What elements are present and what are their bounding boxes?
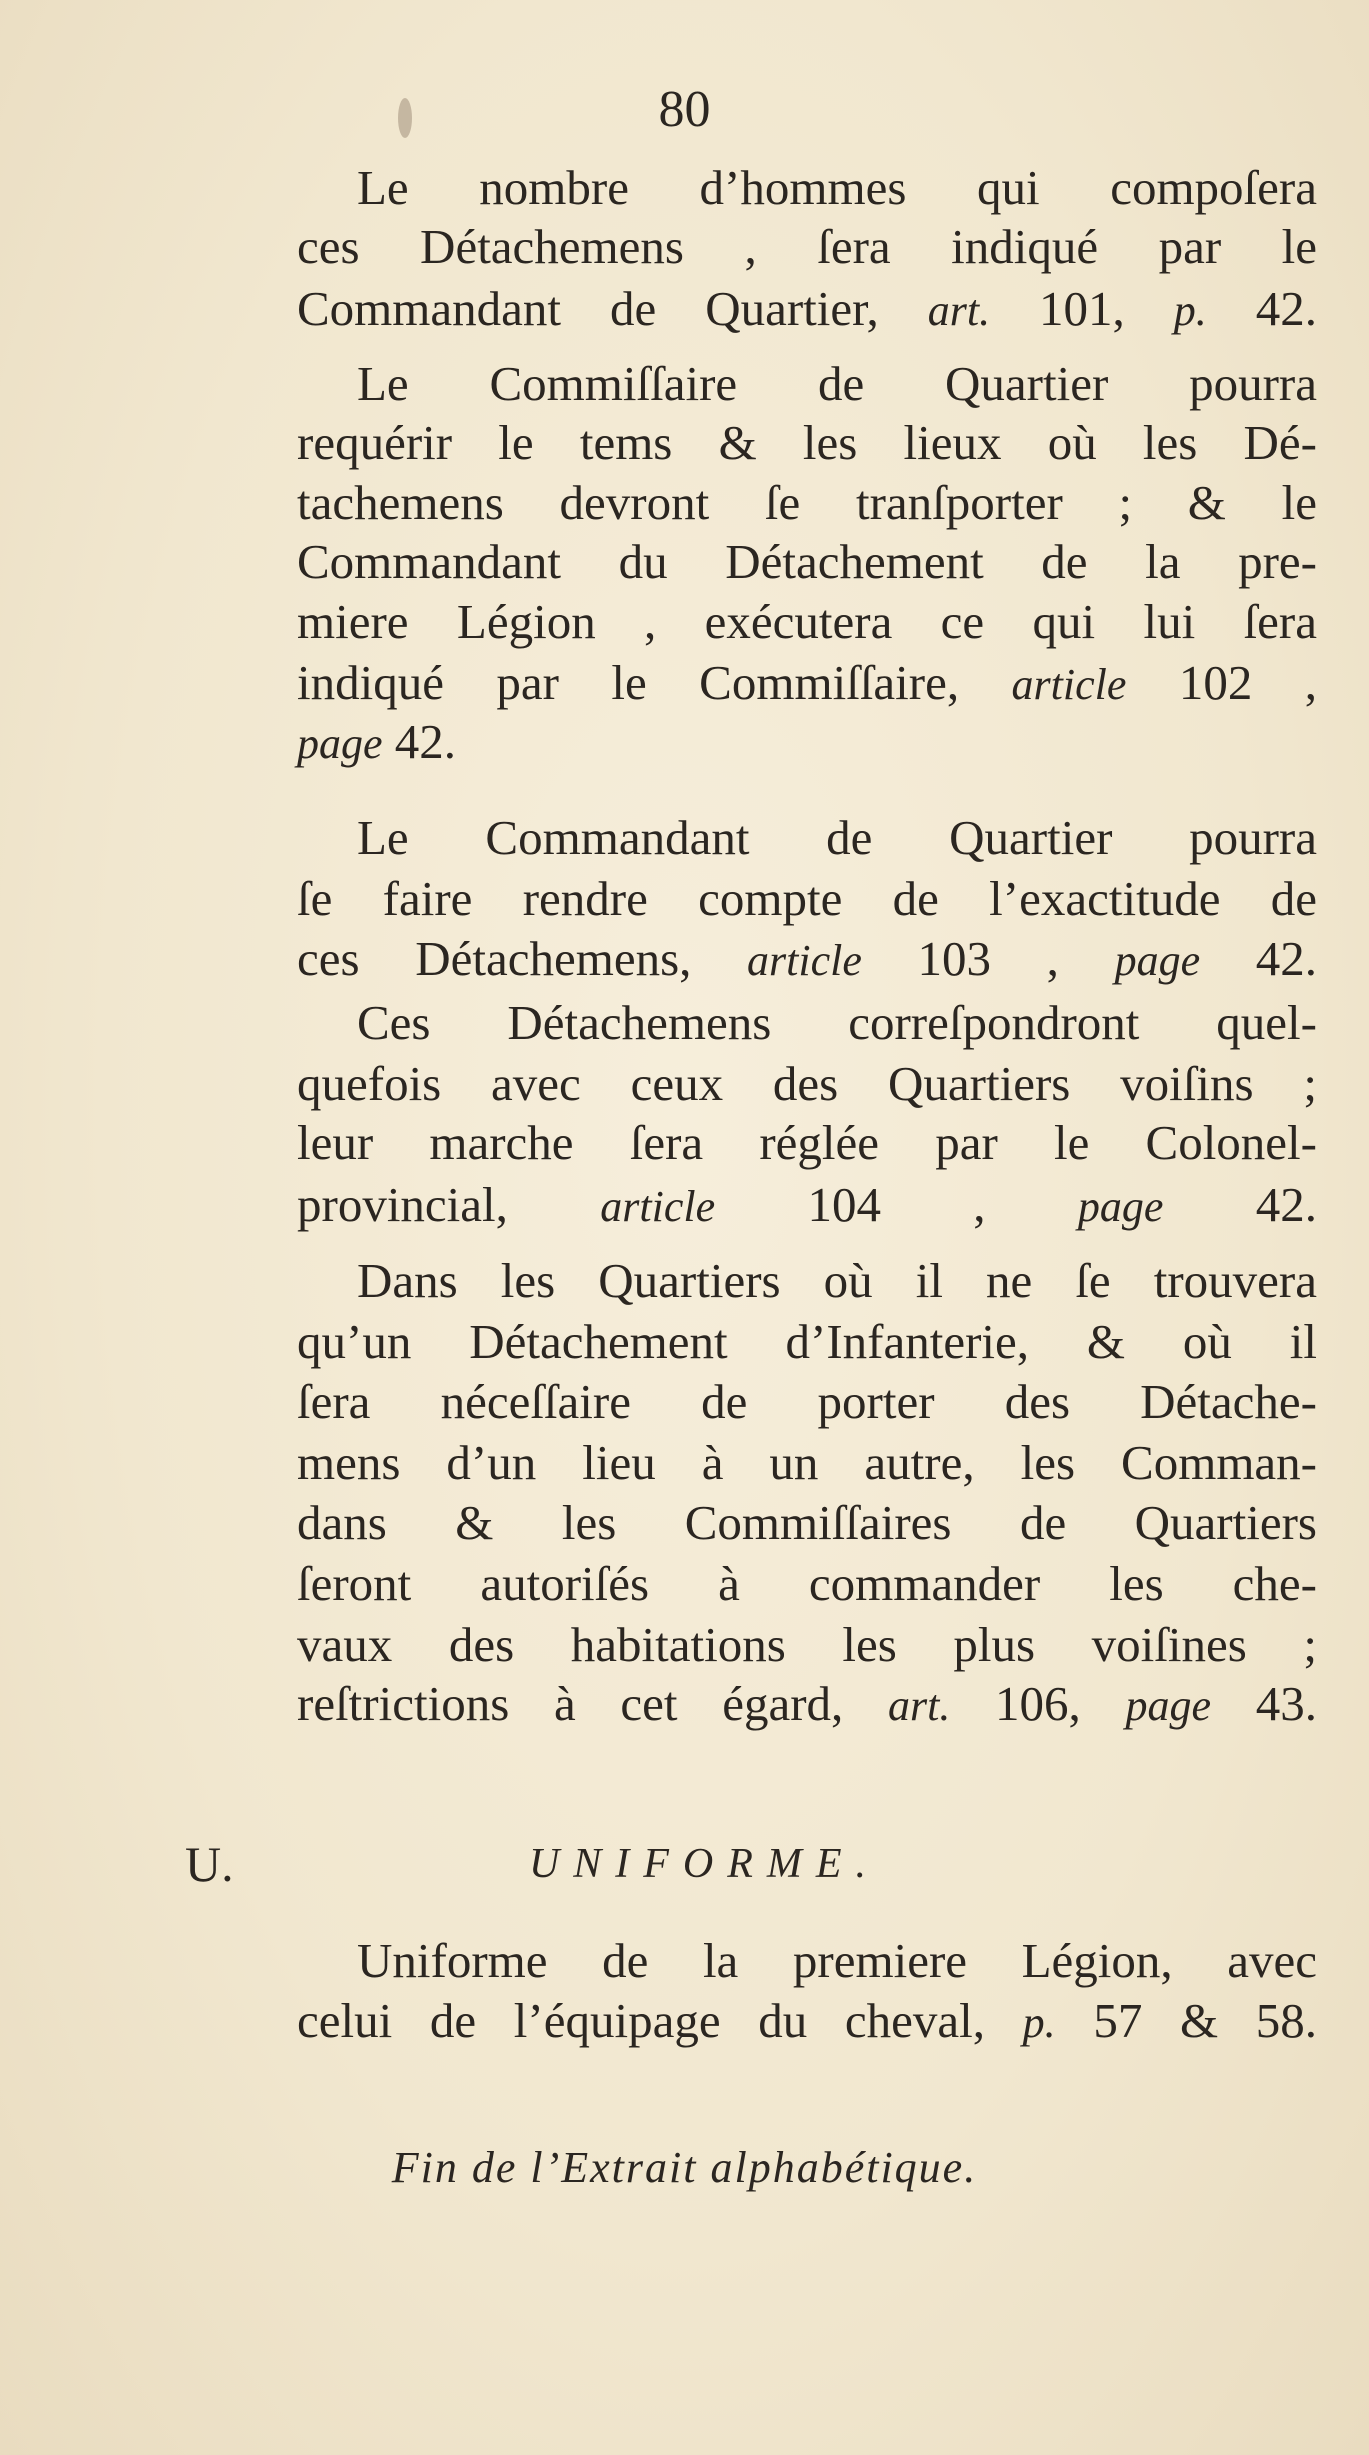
text-line xyxy=(297,1615,1317,1675)
text-segment: celui de l’équipage du cheval, xyxy=(297,1993,1023,2048)
section-letter: U. xyxy=(185,1836,234,1892)
text-line xyxy=(297,653,1317,713)
text-line xyxy=(297,1554,1317,1614)
text-segment: ſe faire rendre compte de l’exactitude de xyxy=(297,871,1317,926)
text-segment: reſtrictions à cet égard, xyxy=(297,1676,888,1731)
closing-line: Fin de l’Extrait alphabétique. xyxy=(391,2143,978,2192)
text-segment: mens d’un lieu à un autre, les Comman- xyxy=(297,1435,1317,1490)
text-segment: qu’un Détachement d’Infanterie, & où il xyxy=(297,1314,1317,1369)
text-segment: quefois avec ceux des Quartiers voiſins ; xyxy=(297,1056,1317,1111)
text-segment: 103 , xyxy=(861,931,1115,986)
text-line xyxy=(297,1175,1317,1235)
text-segment: Commandant de Quartier, xyxy=(297,281,928,336)
italic-reference: page xyxy=(1125,1681,1212,1730)
text-segment: vaux des habitations les plus voiſines ; xyxy=(297,1617,1317,1672)
italic-reference: art. xyxy=(927,286,991,335)
text-line xyxy=(297,592,1317,652)
italic-reference: art. xyxy=(888,1681,951,1730)
text-line xyxy=(357,808,1317,868)
text-line xyxy=(297,929,1317,989)
text-segment: 42. xyxy=(1163,1177,1318,1232)
italic-reference: page xyxy=(1077,1182,1164,1231)
text-segment: miere Légion , exécutera ce qui lui ſera xyxy=(297,594,1317,649)
text-line xyxy=(297,217,1317,277)
text-segment: dans & les Commiſſaires de Quartiers xyxy=(297,1495,1317,1550)
text-line xyxy=(297,279,1317,339)
text-line xyxy=(297,1372,1317,1432)
text-line xyxy=(297,712,1317,772)
text-segment: leur marche ſera réglée par le Colonel- xyxy=(297,1115,1317,1170)
text-line xyxy=(297,1493,1317,1553)
text-segment: Commandant du Détachement de la pre- xyxy=(297,534,1317,589)
text-segment: 101, xyxy=(990,281,1174,336)
italic-reference: article xyxy=(747,936,862,985)
text-segment: 104 , xyxy=(715,1177,1078,1232)
text-segment: Ces Détachemens correſpondront quel- xyxy=(357,995,1317,1050)
text-segment: provincial, xyxy=(297,1177,601,1232)
text-line xyxy=(297,532,1317,592)
text-segment: ces Détachemens , ſera indiqué par le xyxy=(297,219,1317,274)
text-segment: 102 , xyxy=(1126,655,1318,710)
text-line xyxy=(357,993,1317,1053)
text-segment: Le nombre d’hommes qui compoſera xyxy=(357,160,1317,215)
text-line xyxy=(297,1674,1317,1734)
text-line xyxy=(357,1931,1317,1991)
text-segment: 106, xyxy=(950,1676,1126,1731)
text-segment: ces Détachemens, xyxy=(297,931,748,986)
section-heading: UNIFORME. xyxy=(528,1841,881,1887)
italic-reference: p. xyxy=(1022,1998,1056,2047)
text-line xyxy=(357,158,1317,218)
text-line xyxy=(357,354,1317,414)
text-segment: Dans les Quartiers où il ne ſe trouvera xyxy=(357,1253,1317,1308)
italic-reference: page xyxy=(1114,936,1201,985)
text-segment: 57 & 58. xyxy=(1055,1993,1317,2048)
italic-reference: p. xyxy=(1173,286,1207,335)
text-line xyxy=(297,1312,1317,1372)
italic-reference: page xyxy=(297,719,383,768)
text-segment: tachemens devront ſe tranſporter ; & le xyxy=(297,475,1317,530)
text-segment: 42. xyxy=(1200,931,1318,986)
text-line xyxy=(297,473,1317,533)
text-segment: requérir le tems & les lieux où les Dé- xyxy=(297,415,1317,470)
text-segment: indiqué par le Commiſſaire, xyxy=(297,655,1012,710)
text-line xyxy=(297,1433,1317,1493)
text-segment: ſeront autoriſés à commander les che- xyxy=(297,1556,1317,1611)
text-line xyxy=(297,413,1317,473)
text-segment: Uniforme de la premiere Légion, avec xyxy=(357,1933,1317,1988)
italic-reference: article xyxy=(1011,660,1127,709)
text-line xyxy=(297,869,1317,929)
text-segment: 42. xyxy=(382,714,457,769)
text-segment: ſera néceſſaire de porter des Détache- xyxy=(297,1374,1317,1429)
text-segment: 42. xyxy=(1206,281,1318,336)
text-segment: Le Commiſſaire de Quartier pourra xyxy=(357,356,1317,411)
italic-reference: article xyxy=(600,1182,716,1231)
text-line xyxy=(297,1054,1317,1114)
text-segment: Le Commandant de Quartier pourra xyxy=(357,810,1317,865)
text-line xyxy=(297,1991,1317,2051)
text-line xyxy=(357,1251,1317,1311)
text-segment: 43. xyxy=(1211,1676,1317,1731)
page-number: 80 xyxy=(658,81,711,138)
text-line xyxy=(297,1113,1317,1173)
